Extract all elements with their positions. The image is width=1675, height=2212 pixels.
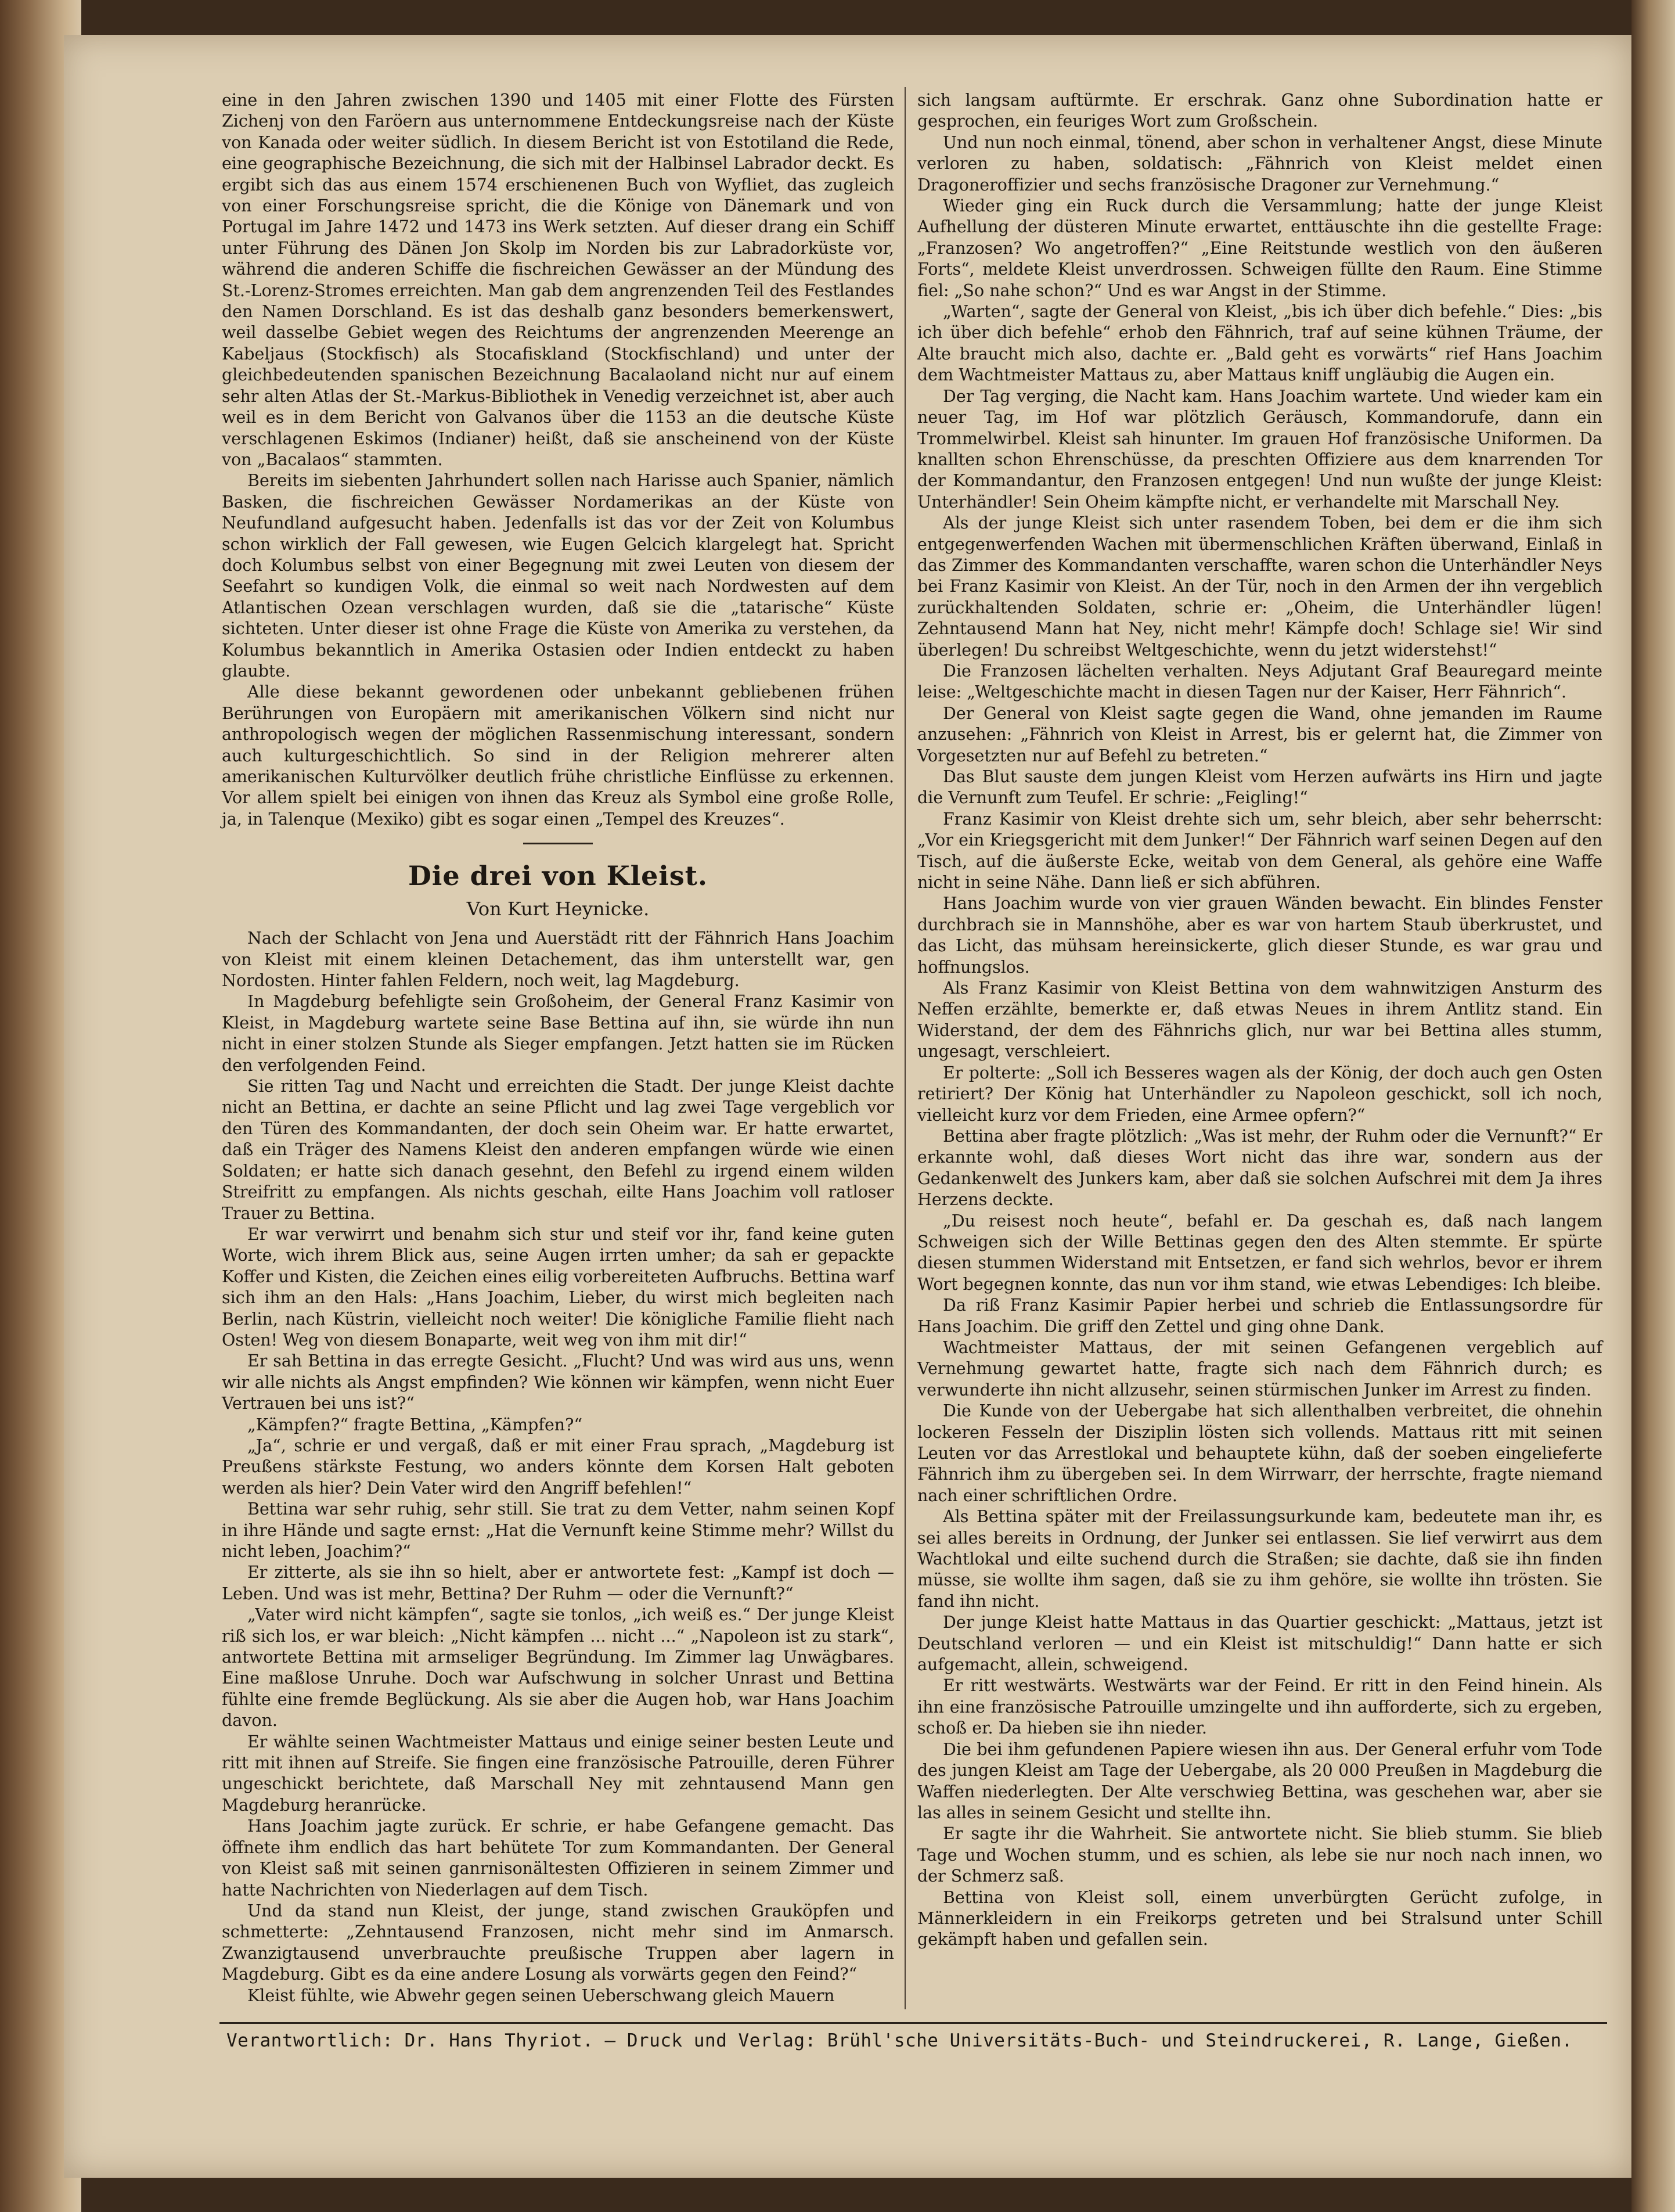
paragraph: Er polterte: „Soll ich Besseres wagen als der König, der doch auch gen Osten retiriert? Der König hat Unterhändler zu Napoleon geschickt, soll ich noch, vielleicht kurz vor dem Frieden, eine Armee opfern?“ bbox=[917, 1063, 1602, 1125]
paragraph: „Vater wird nicht kämpfen“, sagte sie tonlos, „ich weiß es.“ Der junge Kleist riß sich los, er war bleich: „Nicht kämpfen ... nicht ...“ „Napoleon ist zu stark“, antwortete Bettina mit armseliger Begründung. Im Zimmer lag Unwägbares. Eine maßlose Unruhe. Doch war Aufschwung in solcher Unrast und Bettina fühlte eine fremde Beglückung. Als sie aber die Augen hob, war Hans Joachim davon. bbox=[222, 1605, 894, 1731]
paragraph: eine in den Jahren zwischen 1390 und 1405 mit einer Flotte des Fürsten Zichenj von den Faröern aus unternommene Entdeckungsreise nach der Küste von Kanada oder weiter südlich. In diesem Bericht ist von Estotiland die Rede, eine geographische Bezeichnung, die sich mit der Halbinsel Labrador deckt. Es ergibt sich das aus einem 1574 erschienenen Buch von Wyfliet, das zugleich von einer Forschungsreise spricht, die die Könige von Dänemark und von Portugal im Jahre 1472 und 1473 ins Werk setzten. Auf dieser drang ein Schiff unter Führung des Dänen Jon Skolp im Norden bis zur Labradorküste vor, während die anderen Schiffe die fischreichen Gewässer an der Mündung des St.-Lorenz-Stromes erreichten. Man gab dem angrenzenden Teil des Festlandes den Namen Dorschland. Es ist das deshalb ganz besonders bemerkenswert, weil dasselbe Gebiet wegen des Reichtums der angrenzenden Meerenge an Kabeljaus (Stockfisch) als Stocafiskland (Stockfischland) und unter der gleichbedeutenden spanischen Bezeichnung Bacalaoland nicht nur auf einem sehr alten Atlas der St.-Markus-Bibliothek in Venedig verzeichnet ist, aber auch weil es in dem Bericht von Galvanos über die 1153 an die deutsche Küste verschlagenen Eskimos (Indianer) heißt, daß sie anscheinend von der Küste von „Bacalaos“ stammten. bbox=[222, 91, 894, 469]
imprint-footer: Verantwortlich: Dr. Hans Thyriot. — Druck und Verlag: Brühl'sche Universitäts-Buch- und Steindruckerei, R. Lange, Gießen. bbox=[226, 2030, 1573, 2051]
paragraph: Und da stand nun Kleist, der junge, stand zwischen Grauköpfen und schmetterte: „Zehntausend Franzosen, nicht mehr sind im Anmarsch. Zwanzigtausend unverbrauchte preußische Truppen aber lagern in Magdeburg. Gibt es da eine andere Losung als vorwärts gegen den Feind?“ bbox=[222, 1901, 894, 1984]
column-divider bbox=[905, 87, 906, 2009]
paragraph: Bettina aber fragte plötzlich: „Was ist mehr, der Ruhm oder die Vernunft?“ Er erkannte wohl, daß dieses Wort nicht das ihre war, sondern aus der Gedankenwelt des Junkers kam, aber daß sie solchen Aufschrei mit dem Ja ihres Herzens deckte. bbox=[917, 1126, 1602, 1210]
next-page-edge bbox=[1631, 0, 1675, 2212]
paragraph: Er wählte seinen Wachtmeister Mattaus und einige seiner besten Leute und ritt mit ihnen auf Streife. Sie fingen eine französische Patrouille, deren Führer ungeschickt berichtete, daß Marschall Ney mit zehntausend Mann gen Magdeburg heranrücke. bbox=[222, 1732, 894, 1815]
paragraph: Alle diese bekannt gewordenen oder unbekannt gebliebenen frühen Berührungen von Europäern mit amerikanischen Völkern sind nicht nur anthropologisch wegen der möglichen Rassenmischung interessant, sondern auch kulturgeschichtlich. So sind in der Religion mehrerer alten amerikanischen Kulturvölker deutlich frühe christliche Einflüsse zu erkennen. Vor allem spielt bei einigen von ihnen das Kreuz als Symbol eine große Rolle, ja, in Talenque (Mexiko) gibt es sogar einen „Tempel des Kreuzes“. bbox=[222, 682, 894, 829]
paragraph: Die bei ihm gefundenen Papiere wiesen ihn aus. Der General erfuhr vom Tode des jungen Kleist am Tage der Uebergabe, als 20 000 Preußen in Magdeburg die Waffen niederlegten. Der Alte verschwieg Bettina, was geschehen war, aber sie las alles in seinem Gesicht und stellte ihn. bbox=[917, 1739, 1602, 1822]
paragraph: „Du reisest noch heute“, befahl er. Da geschah es, daß nach langem Schweigen sich der Wille Bettinas gegen den des Alten stemmte. Er spürte diesen stummen Widerstand mit Entsetzen, er fand sich wehrlos, bevor er ihrem Wort begegnen konnte, das nun vor ihm stand, wie etwas Lebendiges: Ich bleibe. bbox=[917, 1211, 1602, 1294]
paragraph: Als Bettina später mit der Freilassungsurkunde kam, bedeutete man ihr, es sei alles bereits in Ordnung, der Junker sei entlassen. Sie lief verwirrt aus dem Wachtlokal und eilte suchend durch die Straßen; sie dachte, daß sie ihn finden müsse, sie wollte ihm sagen, daß sie zu ihm gehöre, sie wollte ihn trösten. Sie fand ihn nicht. bbox=[917, 1507, 1602, 1611]
paragraph: Die Kunde von der Uebergabe hat sich allenthalben verbreitet, die ohnehin lockeren Fesseln der Disziplin lösten sich vollends. Mattaus ritt mit seinen Leuten vor das Arrestlokal und behauptete kühn, daß der soeben eingelieferte Fähnrich ihm zu übergeben sei. In dem Wirrwarr, der herrschte, fragte niemand nach einer schriftlichen Ordre. bbox=[917, 1401, 1602, 1505]
footer-rule bbox=[219, 2022, 1607, 2024]
paragraph: Wieder ging ein Ruck durch die Versammlung; hatte der junge Kleist Aufhellung der düsteren Minute erwartet, enttäuschte ihn die gestellte Frage: „Franzosen? Wo angetroffen?“ „Eine Reitstunde westlich von den äußeren Forts“, meldete Kleist unverdrossen. Schweigen füllte den Raum. Eine Stimme fiel: „So nahe schon?“ Und es war Angst in der Stimme. bbox=[917, 196, 1602, 300]
left-column bbox=[222, 90, 894, 2006]
paragraph: Er war verwirrt und benahm sich stur und steif vor ihr, fand keine guten Worte, wich ihrem Blick aus, seine Augen irrten umher; da sah er gepackte Koffer und Kisten, die Zeichen eines eilig vorbereiteten Aufbruchs. Bettina warf sich ihm an den Hals: „Hans Joachim, Lieber, du wirst mich begleiten nach Berlin, nach Küstrin, vielleicht noch weiter! Die königliche Familie flieht nach Osten! Weg von diesem Bonaparte, weit weg von ihm mit dir!“ bbox=[222, 1224, 894, 1350]
paragraph: Er sagte ihr die Wahrheit. Sie antwortete nicht. Sie blieb stumm. Sie blieb Tage und Wochen stumm, und es schien, als lebe sie nur noch nach innen, wo der Schmerz saß. bbox=[917, 1824, 1602, 1886]
paragraph: Als der junge Kleist sich unter rasendem Toben, bei dem er die ihm sich entgegenwerfenden Wachen mit übermenschlichen Kräften überwand, Einlaß in das Zimmer des Kommandanten verschaffte, waren schon die Unterhändler Neys bei Franz Kasimir von Kleist. An der Tür, noch in den Armen der ihn vergeblich zurückhaltenden Soldaten, schrie er: „Oheim, die Unterhändler lügen! Zehntausend Mann hat Ney, nicht mehr! Kämpfe doch! Schlage sie! Wir sind überlegen! Du schreibst Weltgeschichte, wenn du jetzt widerstehst!“ bbox=[917, 513, 1602, 660]
paragraph: Als Franz Kasimir von Kleist Bettina von dem wahnwitzigen Ansturm des Neffen erzählte, bemerkte er, daß etwas Neues in ihrem Antlitz stand. Ein Widerstand, der dem des Fähnrichs glich, nur war bei Bettina alles stumm, ungesagt, verschleiert. bbox=[917, 979, 1602, 1062]
paragraph: Er ritt westwärts. Westwärts war der Feind. Er ritt in den Feind hinein. Als ihn eine französische Patrouille umzingelte und ihn aufforderte, sich zu ergeben, schoß er. Da hieben sie ihn nieder. bbox=[917, 1676, 1602, 1738]
paragraph: Wachtmeister Mattaus, der mit seinen Gefangenen vergeblich auf Vernehmung gewartet hatte, fragte sich nach dem Fähnrich durch; es verwunderte ihn nicht allzusehr, seinen stürmischen Junker im Arrest zu finden. bbox=[917, 1337, 1602, 1400]
paragraph: Der General von Kleist sagte gegen die Wand, ohne jemanden im Raume anzusehen: „Fähnrich von Kleist in Arrest, bis er gelernt hat, die Zimmer von Vorgesetzten nur auf Befehl zu betreten.“ bbox=[917, 703, 1602, 765]
paragraph: Er sah Bettina in das erregte Gesicht. „Flucht? Und was wird aus uns, wenn wir alle nichts als Angst empfinden? Wie können wir kämpfen, wenn nicht Euer Vertrauen bei uns ist?“ bbox=[222, 1351, 894, 1413]
paragraph: Bettina war sehr ruhig, sehr still. Sie trat zu dem Vetter, nahm seinen Kopf in ihre Hände und sagte ernst: „Hat die Vernunft keine Stimme mehr? Willst du nicht leben, Joachim?“ bbox=[222, 1499, 894, 1561]
paragraph: Nach der Schlacht von Jena und Auerstädt ritt der Fähnrich Hans Joachim von Kleist mit einem kleinen Detachement, das ihm unterstellt war, gen Nordosten. Hinter fahlen Feldern, noch weit, lag Magdeburg. bbox=[222, 929, 894, 991]
paragraph: Und nun noch einmal, tönend, aber schon in verhaltener Angst, diese Minute verloren zu haben, soldatisch: „Fähnrich von Kleist meldet einen Dragoneroffizier und sechs französische Dragoner zur Vernehmung.“ bbox=[917, 132, 1602, 195]
story-title: Die drei von Kleist. bbox=[408, 860, 708, 892]
paragraph: Kleist fühlte, wie Abwehr gegen seinen Ueberschwang gleich Mauern bbox=[247, 1986, 835, 2005]
paragraph: Das Blut sauste dem jungen Kleist vom Herzen aufwärts ins Hirn und jagte die Vernunft zum Teufel. Er schrie: „Feigling!“ bbox=[917, 767, 1602, 808]
paragraph: In Magdeburg befehligte sein Großoheim, der General Franz Kasimir von Kleist, in Magdeburg wartete seine Base Bettina auf ihn, sie würde ihn nun nicht in einer stolzen Stunde als Sieger empfangen. Jetzt hatten sie im Rücken den verfolgenden Feind. bbox=[222, 992, 894, 1075]
paragraph: Da riß Franz Kasimir Papier herbei und schrieb die Entlassungsordre für Hans Joachim. Die griff den Zettel und ging ohne Dank. bbox=[917, 1296, 1602, 1336]
right-column bbox=[917, 90, 1602, 1951]
section-divider bbox=[523, 843, 593, 844]
paragraph: „Kämpfen?“ fragte Bettina, „Kämpfen?“ bbox=[247, 1415, 583, 1434]
paragraph: Bereits im siebenten Jahrhundert sollen nach Harisse auch Spanier, nämlich Basken, die fischreichen Gewässer Nordamerikas an der Küste von Neufundland aufgesucht haben. Jedenfalls ist das vor der Zeit von Kolumbus schon wirklich der Fall gewesen, wie Eugen Gelcich klargelegt hat. Spricht doch Kolumbus selbst von einer Begegnung mit zwei Leuten von diesem der Seefahrt so kundigen Volk, die einmal so weit nach Nordwesten auf dem Atlantischen Ozean verschlagen wurden, daß sie die „tatarische“ Küste sichteten. Unter dieser ist ohne Frage die Küste von Amerika zu verstehen, da Kolumbus bekanntlich in Amerika Ostasien oder Indien entdeckt zu haben glaubte. bbox=[222, 471, 894, 681]
paragraph: Hans Joachim jagte zurück. Er schrie, er habe Gefangene gemacht. Das öffnete ihm endlich das hart behütete Tor zum Kommandanten. Der General von Kleist saß mit seinen ganrnisonältesten Offizieren in seinem Zimmer und hatte Nachrichten von Niederlagen auf dem Tisch. bbox=[222, 1817, 894, 1900]
paragraph: sich langsam auftürmte. Er erschrak. Ganz ohne Subordination hatte er gesprochen, ein feuriges Wort zum Großschein. bbox=[917, 91, 1602, 131]
story-author: Von Kurt Heynicke. bbox=[466, 898, 650, 920]
paragraph: Franz Kasimir von Kleist drehte sich um, sehr bleich, aber sehr beherrscht: „Vor ein Kriegsgericht mit dem Junker!“ Der Fähnrich warf seinen Degen auf den Tisch, auf die äußerste Ecke, weitab von dem General, als gehöre eine Waffe nicht in seine Nähe. Dann ließ er sich abführen. bbox=[917, 809, 1602, 893]
paragraph: Hans Joachim wurde von vier grauen Wänden bewacht. Ein blindes Fenster durchbrach sie in Mannshöhe, aber es war von hartem Staub überkrustet, und das Licht, das mühsam hereinsickerte, glich dieser Stunde, es war grau und hoffnungslos. bbox=[917, 894, 1602, 977]
paragraph: „Ja“, schrie er und vergaß, daß er mit einer Frau sprach, „Magdeburg ist Preußens stärkste Festung, wo anders könnte dem Korsen Halt geboten werden als hier? Dein Vater wird den Angriff befehlen!“ bbox=[222, 1436, 894, 1498]
paragraph: Der Tag verging, die Nacht kam. Hans Joachim wartete. Und wieder kam ein neuer Tag, im Hof war plötzlich Geräusch, Kommandorufe, dann ein Trommelwirbel. Kleist sah hinunter. Im grauen Hof französische Uniformen. Da knallten schon Ehrenschüsse, da preschten Offiziere aus dem knarrenden Tor der Kommandantur, den Franzosen entgegen! Und nun wußte der junge Kleist: Unterhändler! Sein Oheim kämpfte nicht, er verhandelte mit Marschall Ney. bbox=[917, 386, 1602, 512]
paragraph: Bettina von Kleist soll, einem unverbürgten Gerücht zufolge, in Männerkleidern in ein Freikorps getreten und bei Stralsund unter Schill gekämpft haben und gefallen sein. bbox=[917, 1887, 1602, 1950]
paragraph: Der junge Kleist hatte Mattaus in das Quartier geschickt: „Mattaus, jetzt ist Deutschland verloren — und ein Kleist ist mitschuldig!“ Dann hatte er sich aufgemacht, allein, schweigend. bbox=[917, 1613, 1602, 1675]
paragraph: Die Franzosen lächelten verhalten. Neys Adjutant Graf Beauregard meinte leise: „Weltgeschichte macht in diesen Tagen nur der Kaiser, Herr Fähnrich“. bbox=[917, 661, 1602, 702]
paragraph: Er zitterte, als sie ihn so hielt, aber er antwortete fest: „Kampf ist doch — Leben. Und was ist mehr, Bettina? Der Ruhm — oder die Vernunft?“ bbox=[222, 1563, 894, 1603]
paragraph: Sie ritten Tag und Nacht und erreichten die Stadt. Der junge Kleist dachte nicht an Bettina, er dachte an seine Pflicht und lag zwei Tage vergeblich vor den Türen des Kommandanten, der doch sein Oheim war. Er hatte erwartet, daß ein Träger des Namens Kleist den anderen empfangen würde wie einen Soldaten; er hatte sich danach gesehnt, den Befehl zu irgend einem wilden Streifritt zu empfangen. Als nichts geschah, eilte Hans Joachim voll ratloser Trauer zu Bettina. bbox=[222, 1077, 894, 1223]
paragraph: „Warten“, sagte der General von Kleist, „bis ich über dich befehle.“ Dies: „bis ich über dich befehle“ erhob den Fähnrich, traf auf seine kühnen Träume, der Alte braucht mich also, dachte er. „Bald geht es vorwärts“ rief Hans Joachim dem Wachtmeister Mattaus zu, aber Mattaus kniff ungläubig die Augen ein. bbox=[917, 302, 1602, 385]
